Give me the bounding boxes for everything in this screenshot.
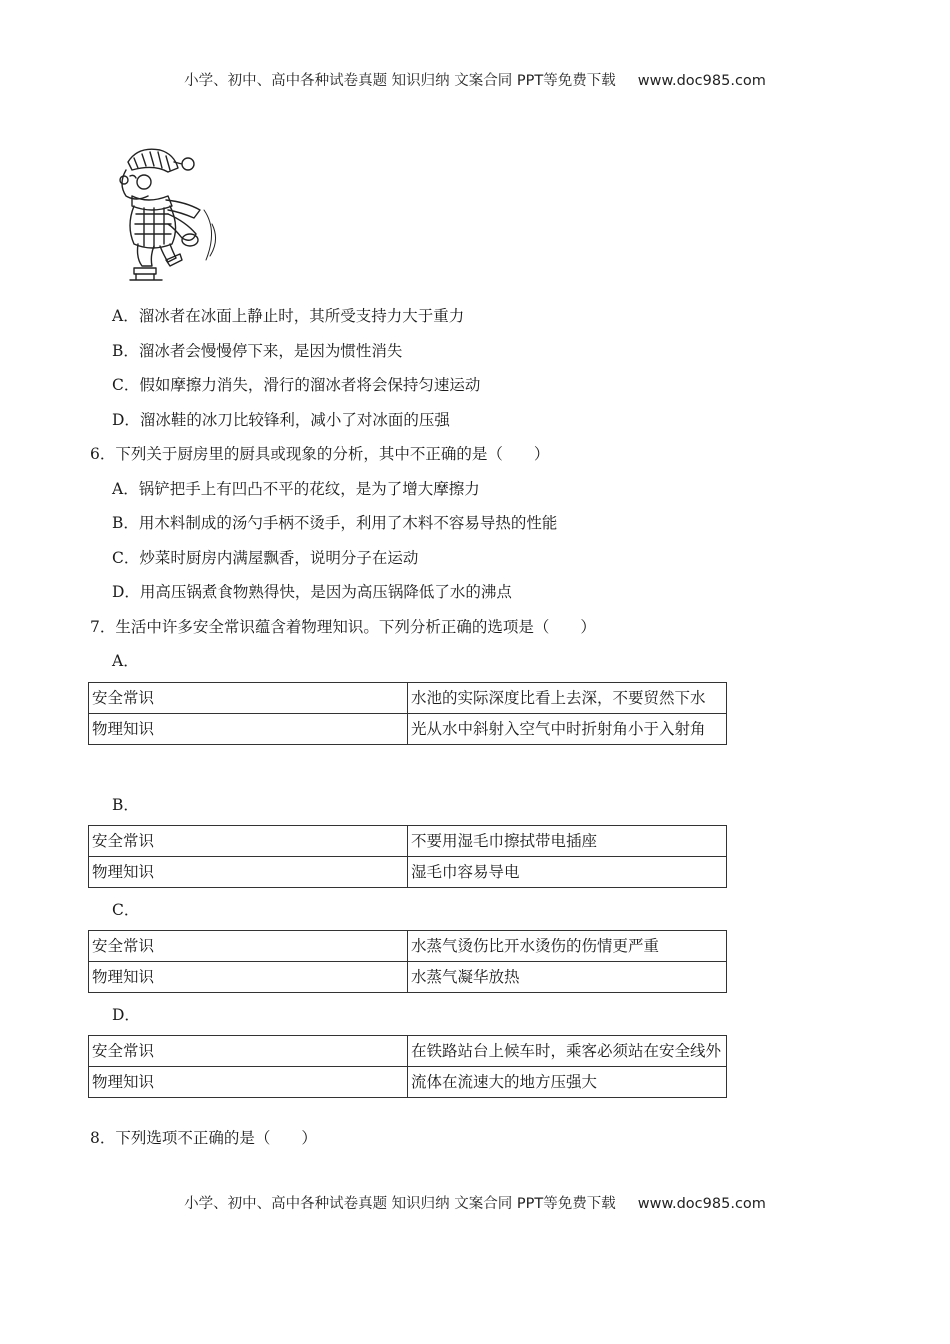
table-row: [89, 931, 727, 962]
q7-option-a-table: [88, 682, 727, 745]
table-cell-head: 物理知识: [89, 1067, 408, 1098]
table-cell-head: 安全常识: [89, 683, 408, 714]
table-cell-text: 在铁路站台上候车时，乘客必须站在安全线外: [408, 1036, 727, 1067]
header-site-link[interactable]: www.doc985.com: [637, 73, 766, 89]
q7-stem: 7．生活中许多安全常识蕴含着物理知识。下列分析正确的选项是（ ）: [90, 618, 596, 636]
footer-banner-text: 小学、初中、高中各种试卷真题 知识归纳 文案合同 PPT等免费下载: [184, 1196, 616, 1212]
table-cell-text: 流体在流速大的地方压强大: [408, 1067, 727, 1098]
q7-option-c-label: C．: [112, 901, 140, 919]
table-row: [89, 683, 727, 714]
table-row: [89, 1036, 727, 1067]
header-banner: [0, 69, 950, 90]
table-row: [89, 714, 727, 745]
skater-illustration: [108, 140, 223, 290]
table-cell-text: 水蒸气烫伤比开水烫伤的伤情更严重: [408, 931, 727, 962]
table-cell-head: 安全常识: [89, 931, 408, 962]
table-cell-text: 光从水中斜射入空气中时折射角小于入射角: [408, 714, 727, 745]
table-cell-head: 安全常识: [89, 826, 408, 857]
q7-option-b-table: [88, 825, 727, 888]
q6-option-c: C．炒菜时厨房内满屋飘香，说明分子在运动: [112, 549, 419, 567]
footer-site-link[interactable]: www.doc985.com: [637, 1196, 766, 1212]
q6-option-a: A．锅铲把手上有凹凸不平的花纹，是为了增大摩擦力: [112, 480, 480, 498]
q7-option-d-table: [88, 1035, 727, 1098]
footer-banner: [0, 1192, 950, 1213]
table-cell-head: 物理知识: [89, 962, 408, 993]
table-cell-text: 水蒸气凝华放热: [408, 962, 727, 993]
q7-option-a-label: A．: [112, 652, 139, 670]
table-row: [89, 1067, 727, 1098]
q6-option-b: B．用木料制成的汤勺手柄不烫手，利用了木料不容易导热的性能: [112, 514, 558, 532]
table-row: [89, 826, 727, 857]
table-cell-text: 不要用湿毛巾擦拭带电插座: [408, 826, 727, 857]
q5-option-b: B．溜冰者会慢慢停下来，是因为惯性消失: [112, 342, 403, 360]
q5-option-d: D．溜冰鞋的冰刀比较锋利，减小了对冰面的压强: [112, 411, 450, 429]
table-row: [89, 962, 727, 993]
table-cell-head: 安全常识: [89, 1036, 408, 1067]
q6-option-d: D．用高压锅煮食物熟得快，是因为高压锅降低了水的沸点: [112, 583, 512, 601]
table-cell-text: 水池的实际深度比看上去深，不要贸然下水: [408, 683, 727, 714]
q7-option-b-label: B．: [112, 796, 139, 814]
q7-option-c-table: [88, 930, 727, 993]
header-banner-text: 小学、初中、高中各种试卷真题 知识归纳 文案合同 PPT等免费下载: [184, 73, 616, 89]
q5-option-c: C．假如摩擦力消失，滑行的溜冰者将会保持匀速运动: [112, 376, 481, 394]
table-row: [89, 857, 727, 888]
table-cell-head: 物理知识: [89, 714, 408, 745]
q5-option-a: A．溜冰者在冰面上静止时，其所受支持力大于重力: [112, 307, 465, 325]
q7-option-d-label: D．: [112, 1006, 140, 1024]
q8-stem: 8．下列选项不正确的是（ ）: [90, 1129, 317, 1147]
q6-stem: 6．下列关于厨房里的厨具或现象的分析，其中不正确的是（ ）: [90, 445, 550, 463]
table-cell-head: 物理知识: [89, 857, 408, 888]
table-cell-text: 湿毛巾容易导电: [408, 857, 727, 888]
